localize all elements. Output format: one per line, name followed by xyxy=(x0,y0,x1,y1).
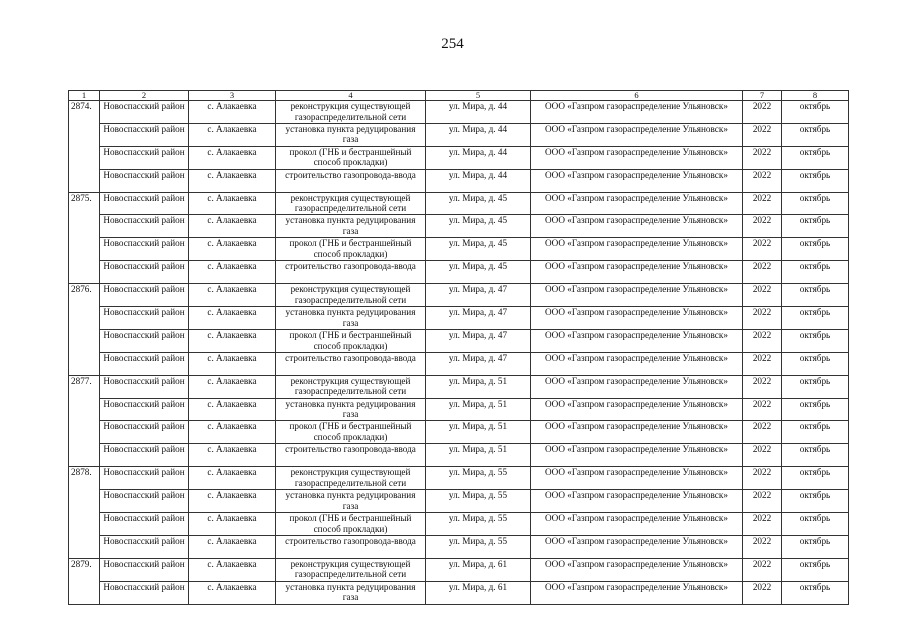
district-cell: Новоспасский район xyxy=(100,535,189,558)
work-type-cell: установка пункта редуцирования газа xyxy=(276,398,426,421)
column-header-8: 8 xyxy=(782,91,849,101)
item-number-cell xyxy=(69,535,100,558)
address-cell: ул. Мира, д. 51 xyxy=(426,444,531,467)
item-number-cell xyxy=(69,581,100,604)
organization-cell: ООО «Газпром газораспределение Ульяновск» xyxy=(531,467,743,490)
year-cell: 2022 xyxy=(743,123,782,146)
year-cell: 2022 xyxy=(743,261,782,284)
year-cell: 2022 xyxy=(743,169,782,192)
item-number-cell xyxy=(69,169,100,192)
month-cell: октябрь xyxy=(782,444,849,467)
month-cell: октябрь xyxy=(782,101,849,124)
village-cell: с. Алакаевка xyxy=(189,513,276,536)
organization-cell: ООО «Газпром газораспределение Ульяновск» xyxy=(531,490,743,513)
work-type-cell: установка пункта редуцирования газа xyxy=(276,581,426,604)
column-header-7: 7 xyxy=(743,91,782,101)
address-cell: ул. Мира, д. 61 xyxy=(426,581,531,604)
organization-cell: ООО «Газпром газораспределение Ульяновск» xyxy=(531,123,743,146)
table-row xyxy=(69,535,849,558)
address-cell: ул. Мира, д. 47 xyxy=(426,284,531,307)
address-cell: ул. Мира, д. 51 xyxy=(426,421,531,444)
address-cell: ул. Мира, д. 61 xyxy=(426,558,531,581)
work-type-cell: установка пункта редуцирования газа xyxy=(276,215,426,238)
organization-cell: ООО «Газпром газораспределение Ульяновск» xyxy=(531,421,743,444)
village-cell: с. Алакаевка xyxy=(189,169,276,192)
district-cell: Новоспасский район xyxy=(100,284,189,307)
address-cell: ул. Мира, д. 44 xyxy=(426,169,531,192)
table-row xyxy=(69,192,849,215)
district-cell: Новоспасский район xyxy=(100,101,189,124)
address-cell: ул. Мира, д. 47 xyxy=(426,352,531,375)
year-cell: 2022 xyxy=(743,352,782,375)
work-type-cell: установка пункта редуцирования газа xyxy=(276,490,426,513)
table-row xyxy=(69,329,849,352)
table-row xyxy=(69,238,849,261)
year-cell: 2022 xyxy=(743,215,782,238)
district-cell: Новоспасский район xyxy=(100,444,189,467)
work-type-cell: строительство газопровода-ввода xyxy=(276,535,426,558)
organization-cell: ООО «Газпром газораспределение Ульяновск» xyxy=(531,513,743,536)
district-cell: Новоспасский район xyxy=(100,307,189,330)
organization-cell: ООО «Газпром газораспределение Ульяновск» xyxy=(531,238,743,261)
address-cell: ул. Мира, д. 44 xyxy=(426,101,531,124)
organization-cell: ООО «Газпром газораспределение Ульяновск» xyxy=(531,307,743,330)
year-cell: 2022 xyxy=(743,101,782,124)
work-type-cell: строительство газопровода-ввода xyxy=(276,352,426,375)
month-cell: октябрь xyxy=(782,261,849,284)
year-cell: 2022 xyxy=(743,329,782,352)
item-number-cell xyxy=(69,261,100,284)
village-cell: с. Алакаевка xyxy=(189,307,276,330)
month-cell: октябрь xyxy=(782,558,849,581)
address-cell: ул. Мира, д. 51 xyxy=(426,398,531,421)
works-table xyxy=(68,90,849,605)
village-cell: с. Алакаевка xyxy=(189,444,276,467)
column-header-4: 4 xyxy=(276,91,426,101)
item-number-cell xyxy=(69,513,100,536)
table-row xyxy=(69,284,849,307)
month-cell: октябрь xyxy=(782,238,849,261)
month-cell: октябрь xyxy=(782,352,849,375)
district-cell: Новоспасский район xyxy=(100,421,189,444)
item-number-cell xyxy=(69,123,100,146)
address-cell: ул. Мира, д. 55 xyxy=(426,535,531,558)
village-cell: с. Алакаевка xyxy=(189,215,276,238)
work-type-cell: реконструкция существующей газораспределительной сети xyxy=(276,375,426,398)
district-cell: Новоспасский район xyxy=(100,238,189,261)
village-cell: с. Алакаевка xyxy=(189,101,276,124)
year-cell: 2022 xyxy=(743,467,782,490)
village-cell: с. Алакаевка xyxy=(189,421,276,444)
work-type-cell: реконструкция существующей газораспределительной сети xyxy=(276,284,426,307)
month-cell: октябрь xyxy=(782,192,849,215)
work-type-cell: установка пункта редуцирования газа xyxy=(276,307,426,330)
organization-cell: ООО «Газпром газораспределение Ульяновск» xyxy=(531,375,743,398)
organization-cell: ООО «Газпром газораспределение Ульяновск» xyxy=(531,444,743,467)
work-type-cell: прокол (ГНБ и бестраншейный способ прокладки) xyxy=(276,513,426,536)
village-cell: с. Алакаевка xyxy=(189,192,276,215)
village-cell: с. Алакаевка xyxy=(189,146,276,169)
year-cell: 2022 xyxy=(743,307,782,330)
table-row xyxy=(69,123,849,146)
table-row xyxy=(69,215,849,238)
table-row xyxy=(69,352,849,375)
table-row xyxy=(69,307,849,330)
year-cell: 2022 xyxy=(743,238,782,261)
month-cell: октябрь xyxy=(782,581,849,604)
year-cell: 2022 xyxy=(743,146,782,169)
table-row xyxy=(69,146,849,169)
month-cell: октябрь xyxy=(782,146,849,169)
month-cell: октябрь xyxy=(782,398,849,421)
table-row xyxy=(69,513,849,536)
district-cell: Новоспасский район xyxy=(100,169,189,192)
item-number-cell: 2879. xyxy=(69,558,100,581)
table-row xyxy=(69,169,849,192)
column-header-6: 6 xyxy=(531,91,743,101)
address-cell: ул. Мира, д. 47 xyxy=(426,307,531,330)
address-cell: ул. Мира, д. 44 xyxy=(426,123,531,146)
village-cell: с. Алакаевка xyxy=(189,329,276,352)
organization-cell: ООО «Газпром газораспределение Ульяновск» xyxy=(531,329,743,352)
table-row xyxy=(69,101,849,124)
column-header-1: 1 xyxy=(69,91,100,101)
address-cell: ул. Мира, д. 55 xyxy=(426,490,531,513)
address-cell: ул. Мира, д. 45 xyxy=(426,192,531,215)
year-cell: 2022 xyxy=(743,581,782,604)
organization-cell: ООО «Газпром газораспределение Ульяновск» xyxy=(531,558,743,581)
item-number-cell xyxy=(69,444,100,467)
year-cell: 2022 xyxy=(743,535,782,558)
district-cell: Новоспасский район xyxy=(100,558,189,581)
month-cell: октябрь xyxy=(782,513,849,536)
item-number-cell: 2876. xyxy=(69,284,100,307)
village-cell: с. Алакаевка xyxy=(189,467,276,490)
village-cell: с. Алакаевка xyxy=(189,261,276,284)
item-number-cell xyxy=(69,329,100,352)
district-cell: Новоспасский район xyxy=(100,490,189,513)
column-header-3: 3 xyxy=(189,91,276,101)
item-number-cell xyxy=(69,238,100,261)
table-row xyxy=(69,558,849,581)
month-cell: октябрь xyxy=(782,329,849,352)
district-cell: Новоспасский район xyxy=(100,123,189,146)
item-number-cell xyxy=(69,398,100,421)
address-cell: ул. Мира, д. 45 xyxy=(426,261,531,284)
address-cell: ул. Мира, д. 55 xyxy=(426,467,531,490)
organization-cell: ООО «Газпром газораспределение Ульяновск» xyxy=(531,146,743,169)
work-type-cell: установка пункта редуцирования газа xyxy=(276,123,426,146)
organization-cell: ООО «Газпром газораспределение Ульяновск» xyxy=(531,535,743,558)
organization-cell: ООО «Газпром газораспределение Ульяновск» xyxy=(531,101,743,124)
month-cell: октябрь xyxy=(782,467,849,490)
district-cell: Новоспасский район xyxy=(100,146,189,169)
work-type-cell: реконструкция существующей газораспределительной сети xyxy=(276,192,426,215)
item-number-cell xyxy=(69,146,100,169)
district-cell: Новоспасский район xyxy=(100,215,189,238)
month-cell: октябрь xyxy=(782,123,849,146)
address-cell: ул. Мира, д. 55 xyxy=(426,513,531,536)
item-number-cell: 2877. xyxy=(69,375,100,398)
village-cell: с. Алакаевка xyxy=(189,352,276,375)
address-cell: ул. Мира, д. 44 xyxy=(426,146,531,169)
column-number-row xyxy=(69,91,849,101)
work-type-cell: реконструкция существующей газораспределительной сети xyxy=(276,467,426,490)
month-cell: октябрь xyxy=(782,307,849,330)
work-type-cell: реконструкция существующей газораспределительной сети xyxy=(276,558,426,581)
district-cell: Новоспасский район xyxy=(100,375,189,398)
district-cell: Новоспасский район xyxy=(100,352,189,375)
organization-cell: ООО «Газпром газораспределение Ульяновск» xyxy=(531,169,743,192)
village-cell: с. Алакаевка xyxy=(189,284,276,307)
item-number-cell: 2878. xyxy=(69,467,100,490)
organization-cell: ООО «Газпром газораспределение Ульяновск» xyxy=(531,284,743,307)
district-cell: Новоспасский район xyxy=(100,261,189,284)
item-number-cell xyxy=(69,215,100,238)
organization-cell: ООО «Газпром газораспределение Ульяновск» xyxy=(531,215,743,238)
work-type-cell: строительство газопровода-ввода xyxy=(276,444,426,467)
column-header-5: 5 xyxy=(426,91,531,101)
organization-cell: ООО «Газпром газораспределение Ульяновск» xyxy=(531,352,743,375)
item-number-cell: 2875. xyxy=(69,192,100,215)
table-header xyxy=(69,91,849,101)
organization-cell: ООО «Газпром газораспределение Ульяновск» xyxy=(531,398,743,421)
month-cell: октябрь xyxy=(782,215,849,238)
table-body xyxy=(69,101,849,605)
district-cell: Новоспасский район xyxy=(100,513,189,536)
village-cell: с. Алакаевка xyxy=(189,398,276,421)
village-cell: с. Алакаевка xyxy=(189,490,276,513)
month-cell: октябрь xyxy=(782,535,849,558)
work-type-cell: реконструкция существующей газораспределительной сети xyxy=(276,101,426,124)
village-cell: с. Алакаевка xyxy=(189,123,276,146)
year-cell: 2022 xyxy=(743,375,782,398)
table-row xyxy=(69,261,849,284)
village-cell: с. Алакаевка xyxy=(189,558,276,581)
address-cell: ул. Мира, д. 45 xyxy=(426,215,531,238)
year-cell: 2022 xyxy=(743,284,782,307)
page-number: 254 xyxy=(441,36,464,52)
table-row xyxy=(69,421,849,444)
year-cell: 2022 xyxy=(743,444,782,467)
district-cell: Новоспасский район xyxy=(100,398,189,421)
item-number-cell: 2874. xyxy=(69,101,100,124)
year-cell: 2022 xyxy=(743,513,782,536)
table-row xyxy=(69,375,849,398)
organization-cell: ООО «Газпром газораспределение Ульяновск» xyxy=(531,581,743,604)
month-cell: октябрь xyxy=(782,375,849,398)
table-row xyxy=(69,444,849,467)
year-cell: 2022 xyxy=(743,192,782,215)
item-number-cell xyxy=(69,307,100,330)
item-number-cell xyxy=(69,352,100,375)
year-cell: 2022 xyxy=(743,558,782,581)
month-cell: октябрь xyxy=(782,421,849,444)
table-row xyxy=(69,581,849,604)
table-row xyxy=(69,490,849,513)
organization-cell: ООО «Газпром газораспределение Ульяновск» xyxy=(531,261,743,284)
village-cell: с. Алакаевка xyxy=(189,581,276,604)
year-cell: 2022 xyxy=(743,421,782,444)
village-cell: с. Алакаевка xyxy=(189,535,276,558)
village-cell: с. Алакаевка xyxy=(189,238,276,261)
organization-cell: ООО «Газпром газораспределение Ульяновск» xyxy=(531,192,743,215)
table-row xyxy=(69,398,849,421)
district-cell: Новоспасский район xyxy=(100,467,189,490)
table-row xyxy=(69,467,849,490)
work-type-cell: строительство газопровода-ввода xyxy=(276,261,426,284)
month-cell: октябрь xyxy=(782,490,849,513)
address-cell: ул. Мира, д. 51 xyxy=(426,375,531,398)
month-cell: октябрь xyxy=(782,284,849,307)
work-type-cell: прокол (ГНБ и бестраншейный способ прокладки) xyxy=(276,421,426,444)
district-cell: Новоспасский район xyxy=(100,329,189,352)
year-cell: 2022 xyxy=(743,398,782,421)
work-type-cell: прокол (ГНБ и бестраншейный способ прокладки) xyxy=(276,146,426,169)
item-number-cell xyxy=(69,490,100,513)
village-cell: с. Алакаевка xyxy=(189,375,276,398)
year-cell: 2022 xyxy=(743,490,782,513)
work-type-cell: прокол (ГНБ и бестраншейный способ прокладки) xyxy=(276,238,426,261)
work-type-cell: строительство газопровода-ввода xyxy=(276,169,426,192)
district-cell: Новоспасский район xyxy=(100,192,189,215)
work-type-cell: прокол (ГНБ и бестраншейный способ прокладки) xyxy=(276,329,426,352)
address-cell: ул. Мира, д. 45 xyxy=(426,238,531,261)
district-cell: Новоспасский район xyxy=(100,581,189,604)
item-number-cell xyxy=(69,421,100,444)
month-cell: октябрь xyxy=(782,169,849,192)
address-cell: ул. Мира, д. 47 xyxy=(426,329,531,352)
column-header-2: 2 xyxy=(100,91,189,101)
